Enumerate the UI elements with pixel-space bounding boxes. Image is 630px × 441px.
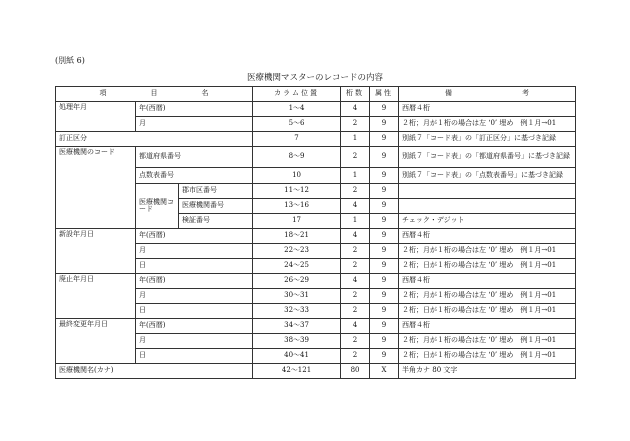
- attribute: 9: [370, 334, 399, 349]
- table-row: [56, 364, 576, 379]
- digits: 4: [341, 199, 370, 214]
- item-name: 日: [136, 304, 253, 319]
- attribute: 9: [370, 289, 399, 304]
- header-row: [56, 87, 576, 102]
- item-name: 医療機関番号: [179, 199, 253, 214]
- item-name: 郡市区番号: [179, 184, 253, 199]
- column-position: 34〜37: [253, 319, 341, 334]
- attribute: 9: [370, 349, 399, 364]
- digits: 2: [341, 259, 370, 274]
- item-name: 年(西暦): [136, 319, 253, 334]
- column-position: 30〜31: [253, 289, 341, 304]
- attachment-note: (別紙 6): [55, 56, 85, 65]
- digits: 2: [341, 244, 370, 259]
- attribute: 9: [370, 117, 399, 132]
- column-position: 42〜121: [253, 364, 341, 379]
- column-position: 8〜9: [253, 147, 341, 168]
- remark: ２桁；月が１桁の場合は左 ‘0’ 埋め 例１月→01: [399, 117, 576, 132]
- digits: 80: [341, 364, 370, 379]
- digits: 2: [341, 147, 370, 168]
- item-name: 日: [136, 259, 253, 274]
- remark: 半角カナ 80 文字: [399, 364, 576, 379]
- record-layout-table: [55, 86, 576, 379]
- header-item-name: 項 目 名: [56, 87, 253, 102]
- item-name: 年(西暦): [136, 229, 253, 244]
- item-name: 検証番号: [179, 214, 253, 229]
- remark: [399, 199, 576, 214]
- remark: ２桁；月が１桁の場合は左 ‘0’ 埋め 例１月→01: [399, 244, 576, 259]
- table-row: [56, 229, 576, 244]
- attribute: 9: [370, 259, 399, 274]
- attribute: X: [370, 364, 399, 379]
- item-name: 点数表番号: [136, 168, 253, 184]
- sub-group-label: 医療機関コード: [136, 184, 179, 229]
- remark: 別紙７「コード表」の「点数表番号」に基づき記録: [399, 168, 576, 184]
- column-position: 1〜4: [253, 102, 341, 117]
- remark: ２桁；月が１桁の場合は左 ‘0’ 埋め 例１月→01: [399, 289, 576, 304]
- attribute: 9: [370, 132, 399, 147]
- group-label: 処理年月: [56, 102, 136, 132]
- table-row: [56, 147, 576, 168]
- digits: 1: [341, 168, 370, 184]
- table-row: [56, 319, 576, 334]
- attribute: 9: [370, 229, 399, 244]
- column-position: 38〜39: [253, 334, 341, 349]
- digits: 4: [341, 274, 370, 289]
- remark: ２桁；日が１桁の場合は左 ‘0’ 埋め 例１月→01: [399, 349, 576, 364]
- group-label: 新設年月日: [56, 229, 136, 274]
- remark: 別紙７「コード表」の「訂正区分」に基づき記録: [399, 132, 576, 147]
- digits: 4: [341, 102, 370, 117]
- item-name: 年(西暦): [136, 102, 253, 117]
- digits: 2: [341, 117, 370, 132]
- column-position: 10: [253, 168, 341, 184]
- group-label: 最終変更年月日: [56, 319, 136, 364]
- attribute: 9: [370, 147, 399, 168]
- header-remarks: 備 考: [399, 87, 576, 102]
- column-position: 18〜21: [253, 229, 341, 244]
- column-position: 7: [253, 132, 341, 147]
- digits: 1: [341, 214, 370, 229]
- digits: 2: [341, 184, 370, 199]
- attribute: 9: [370, 274, 399, 289]
- column-position: 40〜41: [253, 349, 341, 364]
- item-name: 月: [136, 244, 253, 259]
- digits: 2: [341, 349, 370, 364]
- remark: ２桁；月が１桁の場合は左 ‘0’ 埋め 例１月→01: [399, 334, 576, 349]
- digits: 2: [341, 304, 370, 319]
- column-position: 13〜16: [253, 199, 341, 214]
- column-position: 24〜25: [253, 259, 341, 274]
- item-name: 月: [136, 117, 253, 132]
- attribute: 9: [370, 168, 399, 184]
- attribute: 9: [370, 244, 399, 259]
- attribute: 9: [370, 214, 399, 229]
- table-row: [56, 274, 576, 289]
- remark: [399, 184, 576, 199]
- header-digits: 桁数: [341, 87, 370, 102]
- item-name: 日: [136, 349, 253, 364]
- column-position: 32〜33: [253, 304, 341, 319]
- document-title: 医療機関マスターのレコードの内容: [246, 73, 383, 83]
- header-attribute: 属性: [370, 87, 399, 102]
- column-position: 11〜12: [253, 184, 341, 199]
- attribute: 9: [370, 102, 399, 117]
- remark: 西暦４桁: [399, 102, 576, 117]
- remark: 西暦４桁: [399, 274, 576, 289]
- item-name: 都道府県番号: [136, 147, 253, 168]
- attribute: 9: [370, 304, 399, 319]
- column-position: 5〜6: [253, 117, 341, 132]
- digits: 4: [341, 229, 370, 244]
- table-row: [56, 132, 576, 147]
- group-label: 医療機関名(カナ): [56, 364, 253, 379]
- column-position: 26〜29: [253, 274, 341, 289]
- remark: ２桁；日が１桁の場合は左 ‘0’ 埋め 例１月→01: [399, 259, 576, 274]
- digits: 2: [341, 289, 370, 304]
- digits: 4: [341, 319, 370, 334]
- group-label: 廃止年月日: [56, 274, 136, 319]
- column-position: 17: [253, 214, 341, 229]
- attribute: 9: [370, 319, 399, 334]
- remark: ２桁；日が１桁の場合は左 ‘0’ 埋め 例１月→01: [399, 304, 576, 319]
- header-column-position: カラム位置: [253, 87, 341, 102]
- remark: 別紙７「コード表」の「都道府県番号」に基づき記録: [399, 147, 576, 168]
- remark: 西暦４桁: [399, 319, 576, 334]
- group-label: 訂正区分: [56, 132, 253, 147]
- group-label: 医療機関のコード: [56, 147, 136, 229]
- table-row: [56, 102, 576, 117]
- remark: 西暦４桁: [399, 229, 576, 244]
- remark: チェック・デジット: [399, 214, 576, 229]
- column-position: 22〜23: [253, 244, 341, 259]
- digits: 1: [341, 132, 370, 147]
- item-name: 月: [136, 289, 253, 304]
- digits: 2: [341, 334, 370, 349]
- item-name: 月: [136, 334, 253, 349]
- item-name: 年(西暦): [136, 274, 253, 289]
- attribute: 9: [370, 199, 399, 214]
- attribute: 9: [370, 184, 399, 199]
